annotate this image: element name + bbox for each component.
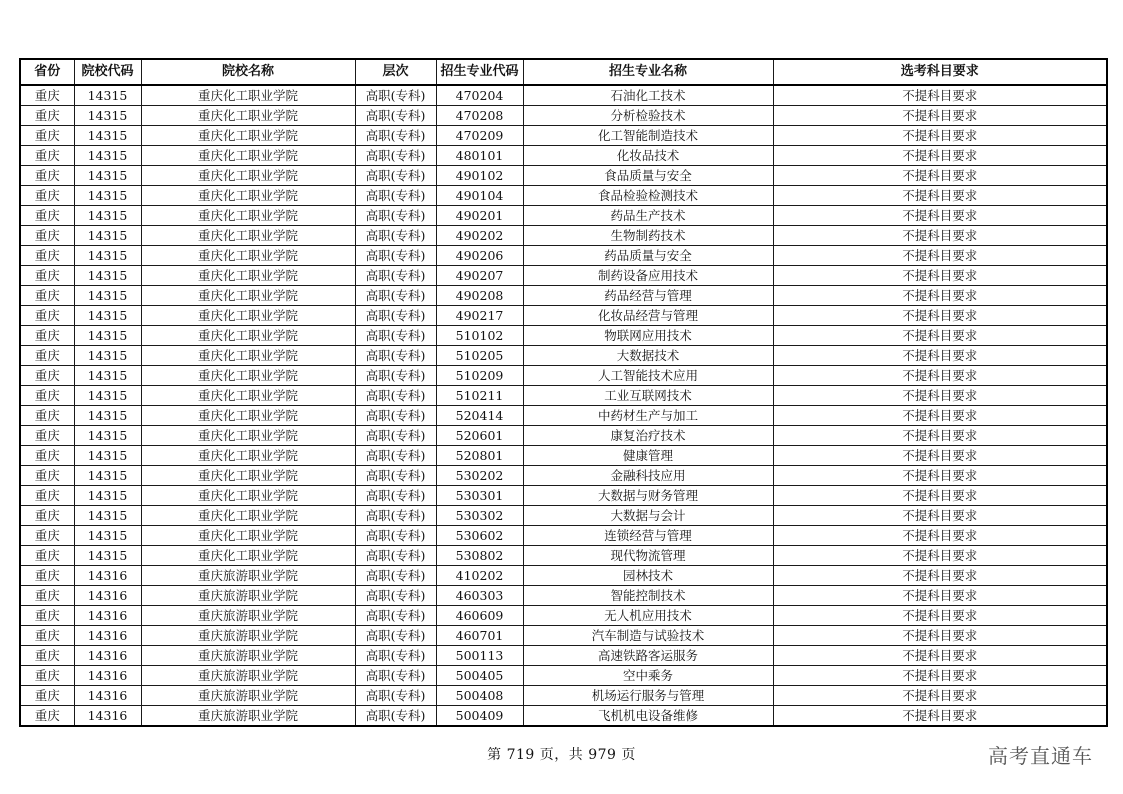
major-name-cell: 无人机应用技术 (523, 606, 773, 626)
level-cell: 高职(专科) (355, 686, 436, 706)
level-cell: 高职(专科) (355, 506, 436, 526)
level-cell: 高职(专科) (355, 566, 436, 586)
table-row (20, 486, 1107, 506)
province-cell: 重庆 (20, 626, 74, 646)
major-code-cell: 470209 (436, 126, 523, 146)
major-name-cell: 食品质量与安全 (523, 166, 773, 186)
major-code-cell: 460701 (436, 626, 523, 646)
level-cell: 高职(专科) (355, 286, 436, 306)
major-code-cell: 490206 (436, 246, 523, 266)
subject-requirement-cell: 不提科目要求 (773, 506, 1107, 526)
school-name-cell: 重庆化工职业学院 (141, 146, 355, 166)
subject-requirement-cell: 不提科目要求 (773, 446, 1107, 466)
header-major-name: 招生专业名称 (523, 59, 773, 85)
school-name-cell: 重庆化工职业学院 (141, 446, 355, 466)
major-code-cell: 510211 (436, 386, 523, 406)
major-code-cell: 480101 (436, 146, 523, 166)
major-name-cell: 石油化工技术 (523, 85, 773, 106)
major-name-cell: 药品经营与管理 (523, 286, 773, 306)
level-cell: 高职(专科) (355, 366, 436, 386)
major-name-cell: 飞机机电设备维修 (523, 706, 773, 727)
school-name-cell: 重庆旅游职业学院 (141, 566, 355, 586)
level-cell: 高职(专科) (355, 106, 436, 126)
school-code-cell: 14316 (74, 586, 141, 606)
subject-requirement-cell: 不提科目要求 (773, 546, 1107, 566)
major-code-cell: 530602 (436, 526, 523, 546)
major-name-cell: 生物制药技术 (523, 226, 773, 246)
level-cell: 高职(专科) (355, 666, 436, 686)
school-name-cell: 重庆化工职业学院 (141, 526, 355, 546)
province-cell: 重庆 (20, 706, 74, 727)
school-code-cell: 14315 (74, 426, 141, 446)
major-name-cell: 空中乘务 (523, 666, 773, 686)
province-cell: 重庆 (20, 566, 74, 586)
major-name-cell: 大数据与财务管理 (523, 486, 773, 506)
major-code-cell: 470208 (436, 106, 523, 126)
watermark-text: 高考直通车 (988, 744, 1093, 768)
province-cell: 重庆 (20, 506, 74, 526)
subject-requirement-cell: 不提科目要求 (773, 666, 1107, 686)
school-code-cell: 14315 (74, 206, 141, 226)
province-cell: 重庆 (20, 306, 74, 326)
province-cell: 重庆 (20, 386, 74, 406)
table-row (20, 146, 1107, 166)
major-code-cell: 490104 (436, 186, 523, 206)
subject-requirement-cell: 不提科目要求 (773, 186, 1107, 206)
major-code-cell: 530802 (436, 546, 523, 566)
subject-requirement-cell: 不提科目要求 (773, 486, 1107, 506)
level-cell: 高职(专科) (355, 526, 436, 546)
table-row (20, 246, 1107, 266)
school-name-cell: 重庆化工职业学院 (141, 246, 355, 266)
province-cell: 重庆 (20, 346, 74, 366)
school-code-cell: 14315 (74, 126, 141, 146)
school-name-cell: 重庆化工职业学院 (141, 306, 355, 326)
province-cell: 重庆 (20, 166, 74, 186)
subject-requirement-cell: 不提科目要求 (773, 346, 1107, 366)
school-name-cell: 重庆旅游职业学院 (141, 706, 355, 727)
school-name-cell: 重庆化工职业学院 (141, 206, 355, 226)
major-name-cell: 工业互联网技术 (523, 386, 773, 406)
major-name-cell: 物联网应用技术 (523, 326, 773, 346)
province-cell: 重庆 (20, 266, 74, 286)
school-name-cell: 重庆化工职业学院 (141, 166, 355, 186)
level-cell: 高职(专科) (355, 306, 436, 326)
major-name-cell: 智能控制技术 (523, 586, 773, 606)
table-row (20, 386, 1107, 406)
level-cell: 高职(专科) (355, 326, 436, 346)
school-code-cell: 14315 (74, 266, 141, 286)
major-code-cell: 520414 (436, 406, 523, 426)
subject-requirement-cell: 不提科目要求 (773, 326, 1107, 346)
province-cell: 重庆 (20, 606, 74, 626)
school-code-cell: 14315 (74, 246, 141, 266)
table-row (20, 446, 1107, 466)
level-cell: 高职(专科) (355, 386, 436, 406)
table-row (20, 346, 1107, 366)
major-code-cell: 500113 (436, 646, 523, 666)
level-cell: 高职(专科) (355, 626, 436, 646)
school-code-cell: 14315 (74, 186, 141, 206)
major-name-cell: 化妆品经营与管理 (523, 306, 773, 326)
major-code-cell: 510209 (436, 366, 523, 386)
school-name-cell: 重庆化工职业学院 (141, 85, 355, 106)
school-code-cell: 14315 (74, 366, 141, 386)
subject-requirement-cell: 不提科目要求 (773, 366, 1107, 386)
province-cell: 重庆 (20, 406, 74, 426)
table-row (20, 526, 1107, 546)
major-code-cell: 490217 (436, 306, 523, 326)
school-code-cell: 14315 (74, 106, 141, 126)
header-row (20, 59, 1107, 85)
subject-requirement-cell: 不提科目要求 (773, 646, 1107, 666)
subject-requirement-cell: 不提科目要求 (773, 266, 1107, 286)
subject-requirement-cell: 不提科目要求 (773, 146, 1107, 166)
school-name-cell: 重庆旅游职业学院 (141, 646, 355, 666)
school-name-cell: 重庆化工职业学院 (141, 546, 355, 566)
major-code-cell: 490102 (436, 166, 523, 186)
level-cell: 高职(专科) (355, 646, 436, 666)
major-name-cell: 制药设备应用技术 (523, 266, 773, 286)
table-row (20, 706, 1107, 727)
table-row (20, 566, 1107, 586)
major-name-cell: 大数据技术 (523, 346, 773, 366)
level-cell: 高职(专科) (355, 706, 436, 727)
school-code-cell: 14316 (74, 666, 141, 686)
province-cell: 重庆 (20, 586, 74, 606)
province-cell: 重庆 (20, 686, 74, 706)
major-code-cell: 510102 (436, 326, 523, 346)
province-cell: 重庆 (20, 486, 74, 506)
major-name-cell: 汽车制造与试验技术 (523, 626, 773, 646)
school-name-cell: 重庆旅游职业学院 (141, 666, 355, 686)
school-name-cell: 重庆旅游职业学院 (141, 606, 355, 626)
school-code-cell: 14315 (74, 286, 141, 306)
subject-requirement-cell: 不提科目要求 (773, 386, 1107, 406)
province-cell: 重庆 (20, 186, 74, 206)
major-code-cell: 460609 (436, 606, 523, 626)
province-cell: 重庆 (20, 206, 74, 226)
school-code-cell: 14315 (74, 546, 141, 566)
subject-requirement-cell: 不提科目要求 (773, 306, 1107, 326)
major-code-cell: 490207 (436, 266, 523, 286)
header-school-code: 院校代码 (74, 59, 141, 85)
province-cell: 重庆 (20, 226, 74, 246)
table-row (20, 286, 1107, 306)
school-code-cell: 14315 (74, 406, 141, 426)
major-code-cell: 490202 (436, 226, 523, 246)
subject-requirement-cell: 不提科目要求 (773, 246, 1107, 266)
header-subject-requirement: 选考科目要求 (773, 59, 1107, 85)
header-level: 层次 (355, 59, 436, 85)
subject-requirement-cell: 不提科目要求 (773, 586, 1107, 606)
school-code-cell: 14316 (74, 646, 141, 666)
level-cell: 高职(专科) (355, 486, 436, 506)
school-code-cell: 14315 (74, 446, 141, 466)
level-cell: 高职(专科) (355, 126, 436, 146)
school-name-cell: 重庆化工职业学院 (141, 226, 355, 246)
major-name-cell: 高速铁路客运服务 (523, 646, 773, 666)
table-row (20, 646, 1107, 666)
major-code-cell: 530301 (436, 486, 523, 506)
table-row (20, 506, 1107, 526)
school-name-cell: 重庆旅游职业学院 (141, 686, 355, 706)
level-cell: 高职(专科) (355, 586, 436, 606)
school-name-cell: 重庆化工职业学院 (141, 366, 355, 386)
table-row (20, 106, 1107, 126)
table-row (20, 186, 1107, 206)
table-row (20, 326, 1107, 346)
level-cell: 高职(专科) (355, 266, 436, 286)
school-name-cell: 重庆化工职业学院 (141, 466, 355, 486)
level-cell: 高职(专科) (355, 206, 436, 226)
province-cell: 重庆 (20, 446, 74, 466)
school-name-cell: 重庆化工职业学院 (141, 266, 355, 286)
school-code-cell: 14315 (74, 146, 141, 166)
school-code-cell: 14316 (74, 686, 141, 706)
table-row (20, 426, 1107, 446)
table-row (20, 166, 1107, 186)
province-cell: 重庆 (20, 286, 74, 306)
school-name-cell: 重庆旅游职业学院 (141, 586, 355, 606)
level-cell: 高职(专科) (355, 446, 436, 466)
school-code-cell: 14315 (74, 326, 141, 346)
major-code-cell: 490201 (436, 206, 523, 226)
school-name-cell: 重庆化工职业学院 (141, 286, 355, 306)
major-name-cell: 康复治疗技术 (523, 426, 773, 446)
province-cell: 重庆 (20, 326, 74, 346)
table-row (20, 546, 1107, 566)
header-major-code: 招生专业代码 (436, 59, 523, 85)
major-name-cell: 化工智能制造技术 (523, 126, 773, 146)
school-code-cell: 14315 (74, 226, 141, 246)
major-name-cell: 分析检验技术 (523, 106, 773, 126)
level-cell: 高职(专科) (355, 546, 436, 566)
school-name-cell: 重庆化工职业学院 (141, 106, 355, 126)
major-code-cell: 470204 (436, 85, 523, 106)
school-code-cell: 14315 (74, 466, 141, 486)
province-cell: 重庆 (20, 85, 74, 106)
major-name-cell: 中药材生产与加工 (523, 406, 773, 426)
table-row (20, 366, 1107, 386)
school-code-cell: 14315 (74, 486, 141, 506)
school-name-cell: 重庆化工职业学院 (141, 186, 355, 206)
table-row (20, 85, 1107, 106)
major-code-cell: 500408 (436, 686, 523, 706)
school-name-cell: 重庆化工职业学院 (141, 486, 355, 506)
major-name-cell: 机场运行服务与管理 (523, 686, 773, 706)
school-code-cell: 14316 (74, 566, 141, 586)
province-cell: 重庆 (20, 666, 74, 686)
table-row (20, 126, 1107, 146)
table-row (20, 306, 1107, 326)
school-code-cell: 14315 (74, 306, 141, 326)
school-code-cell: 14316 (74, 706, 141, 727)
table-row (20, 606, 1107, 626)
school-code-cell: 14315 (74, 166, 141, 186)
school-name-cell: 重庆化工职业学院 (141, 506, 355, 526)
level-cell: 高职(专科) (355, 226, 436, 246)
major-code-cell: 510205 (436, 346, 523, 366)
subject-requirement-cell: 不提科目要求 (773, 426, 1107, 446)
level-cell: 高职(专科) (355, 246, 436, 266)
table-row (20, 206, 1107, 226)
school-code-cell: 14315 (74, 386, 141, 406)
level-cell: 高职(专科) (355, 146, 436, 166)
major-code-cell: 530302 (436, 506, 523, 526)
subject-requirement-cell: 不提科目要求 (773, 566, 1107, 586)
subject-requirement-cell: 不提科目要求 (773, 206, 1107, 226)
major-code-cell: 490208 (436, 286, 523, 306)
subject-requirement-cell: 不提科目要求 (773, 226, 1107, 246)
major-code-cell: 520601 (436, 426, 523, 446)
major-code-cell: 500405 (436, 666, 523, 686)
subject-requirement-cell: 不提科目要求 (773, 166, 1107, 186)
level-cell: 高职(专科) (355, 85, 436, 106)
school-code-cell: 14315 (74, 346, 141, 366)
page-number: 第 719 页，共 979 页 (487, 747, 636, 763)
table-header (20, 59, 1107, 85)
province-cell: 重庆 (20, 526, 74, 546)
school-code-cell: 14315 (74, 506, 141, 526)
major-name-cell: 药品质量与安全 (523, 246, 773, 266)
province-cell: 重庆 (20, 146, 74, 166)
major-name-cell: 食品检验检测技术 (523, 186, 773, 206)
school-code-cell: 14315 (74, 526, 141, 546)
subject-requirement-cell: 不提科目要求 (773, 286, 1107, 306)
table-row (20, 686, 1107, 706)
school-name-cell: 重庆化工职业学院 (141, 346, 355, 366)
province-cell: 重庆 (20, 546, 74, 566)
level-cell: 高职(专科) (355, 606, 436, 626)
subject-requirement-cell: 不提科目要求 (773, 126, 1107, 146)
major-name-cell: 健康管理 (523, 446, 773, 466)
subject-requirement-cell: 不提科目要求 (773, 526, 1107, 546)
province-cell: 重庆 (20, 366, 74, 386)
major-code-cell: 410202 (436, 566, 523, 586)
subject-requirement-cell: 不提科目要求 (773, 106, 1107, 126)
school-code-cell: 14316 (74, 626, 141, 646)
school-name-cell: 重庆化工职业学院 (141, 406, 355, 426)
major-name-cell: 现代物流管理 (523, 546, 773, 566)
major-name-cell: 连锁经营与管理 (523, 526, 773, 546)
table-row (20, 266, 1107, 286)
school-code-cell: 14315 (74, 85, 141, 106)
school-code-cell: 14316 (74, 606, 141, 626)
province-cell: 重庆 (20, 466, 74, 486)
table-body (20, 85, 1107, 726)
subject-requirement-cell: 不提科目要求 (773, 85, 1107, 106)
enrollment-table (19, 58, 1108, 727)
table-row (20, 226, 1107, 246)
table-row (20, 406, 1107, 426)
province-cell: 重庆 (20, 246, 74, 266)
school-name-cell: 重庆化工职业学院 (141, 126, 355, 146)
subject-requirement-cell: 不提科目要求 (773, 466, 1107, 486)
major-name-cell: 化妆品技术 (523, 146, 773, 166)
level-cell: 高职(专科) (355, 406, 436, 426)
table-row (20, 626, 1107, 646)
table-row (20, 586, 1107, 606)
school-name-cell: 重庆化工职业学院 (141, 326, 355, 346)
subject-requirement-cell: 不提科目要求 (773, 706, 1107, 727)
province-cell: 重庆 (20, 646, 74, 666)
subject-requirement-cell: 不提科目要求 (773, 606, 1107, 626)
school-name-cell: 重庆化工职业学院 (141, 386, 355, 406)
major-code-cell: 460303 (436, 586, 523, 606)
subject-requirement-cell: 不提科目要求 (773, 686, 1107, 706)
province-cell: 重庆 (20, 106, 74, 126)
major-name-cell: 金融科技应用 (523, 466, 773, 486)
level-cell: 高职(专科) (355, 346, 436, 366)
table-row (20, 666, 1107, 686)
major-name-cell: 人工智能技术应用 (523, 366, 773, 386)
level-cell: 高职(专科) (355, 466, 436, 486)
subject-requirement-cell: 不提科目要求 (773, 626, 1107, 646)
major-code-cell: 530202 (436, 466, 523, 486)
school-name-cell: 重庆旅游职业学院 (141, 626, 355, 646)
table-row (20, 466, 1107, 486)
level-cell: 高职(专科) (355, 166, 436, 186)
header-school-name: 院校名称 (141, 59, 355, 85)
major-name-cell: 园林技术 (523, 566, 773, 586)
major-code-cell: 500409 (436, 706, 523, 727)
major-code-cell: 520801 (436, 446, 523, 466)
header-province: 省份 (20, 59, 74, 85)
school-name-cell: 重庆化工职业学院 (141, 426, 355, 446)
province-cell: 重庆 (20, 426, 74, 446)
subject-requirement-cell: 不提科目要求 (773, 406, 1107, 426)
level-cell: 高职(专科) (355, 426, 436, 446)
level-cell: 高职(专科) (355, 186, 436, 206)
major-name-cell: 药品生产技术 (523, 206, 773, 226)
province-cell: 重庆 (20, 126, 74, 146)
major-name-cell: 大数据与会计 (523, 506, 773, 526)
